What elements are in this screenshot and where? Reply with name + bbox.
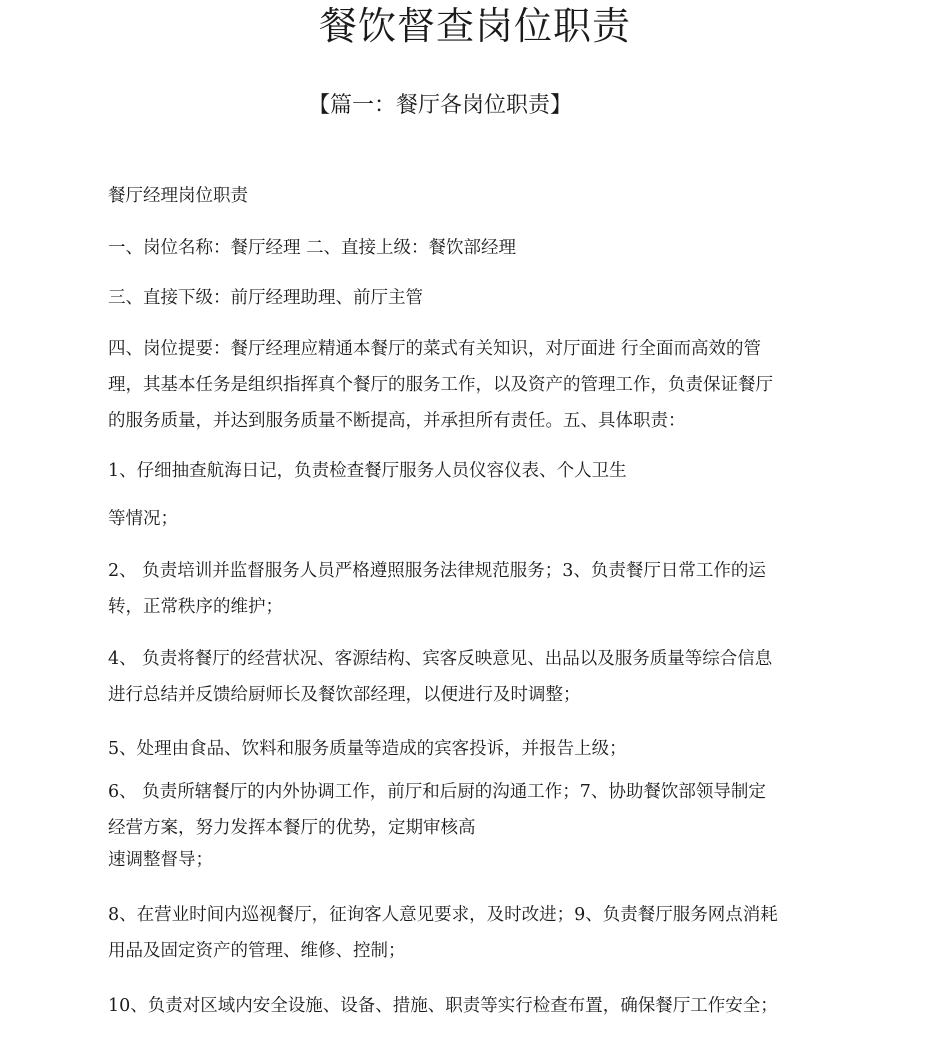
duty-item-8 [108,897,848,969]
paragraph-line: 进行总结并反馈给厨师长及餐饮部经理，以便进行及时调整； [108,685,581,705]
paragraph-line: 等情况； [108,509,178,529]
paragraph-line: 8、在营业时间内巡视餐厅，征询客人意见要求，及时改进；9、负责餐厅服务网点消耗 [108,905,778,925]
position-summary-paragraph [108,331,848,439]
paragraph-line: 四、岗位提要：餐厅经理应精通本餐厅的菜式有关知识，对厅面进 行全面而高效的管 [108,339,762,359]
subheading: 餐厅经理岗位职责 [108,186,248,206]
paragraph-line: 4、 负责将餐厅的经营状况、客源结构、宾客反映意见、出品以及服务质量等综合信息 [108,649,773,669]
duty-item-6 [108,774,848,878]
paragraph-line: 转，正常秩序的维护； [108,597,283,617]
duty-item-1 [108,453,848,537]
paragraph-line: 2、 负责培训并监督服务人员严格遵照服务法律规范服务；3、负责餐厅日常工作的运 [108,561,766,581]
duty-item-5: 5、处理由食品、饮料和服务质量等造成的宾客投诉，并报告上级； [108,739,627,759]
paragraph-line: 速调整督导； [108,850,213,870]
duty-item-10: 10、负责对区域内安全设施、设备、措施、职责等实行检查布置，确保餐厅工作安全； [108,996,778,1016]
subordinate-line: 三、直接下级：前厅经理助理、前厅主管 [108,288,423,308]
paragraph-line: 用品及固定资产的管理、维修、控制； [108,941,406,961]
paragraph-line: 的服务质量，并达到服务质量不断提高，并承担所有责任。五、具体职责： [108,411,686,431]
paragraph-line: 理，其基本任务是组织指挥真个餐厅的服务工作，以及资产的管理工作，负责保证餐厅 [108,375,773,395]
paragraph-line: 6、 负责所辖餐厅的内外协调工作，前厅和后厨的沟通工作；7、协助餐饮部领导制定 [108,782,766,802]
paragraph-line: 经营方案，努力发挥本餐厅的优势，定期审核高 [108,818,476,838]
document-title: 餐饮督查岗位职责 [318,4,631,48]
duty-item-2 [108,553,848,625]
section-heading: 【篇一：餐厅各岗位职责】 [307,93,572,118]
paragraph-line: 1、仔细抽查航海日记，负责检查餐厅服务人员仪容仪表、个人卫生 [108,461,627,481]
duty-item-4 [108,641,848,713]
position-name-line: 一、岗位名称：餐厅经理 二、直接上级：餐饮部经理 [108,238,517,258]
